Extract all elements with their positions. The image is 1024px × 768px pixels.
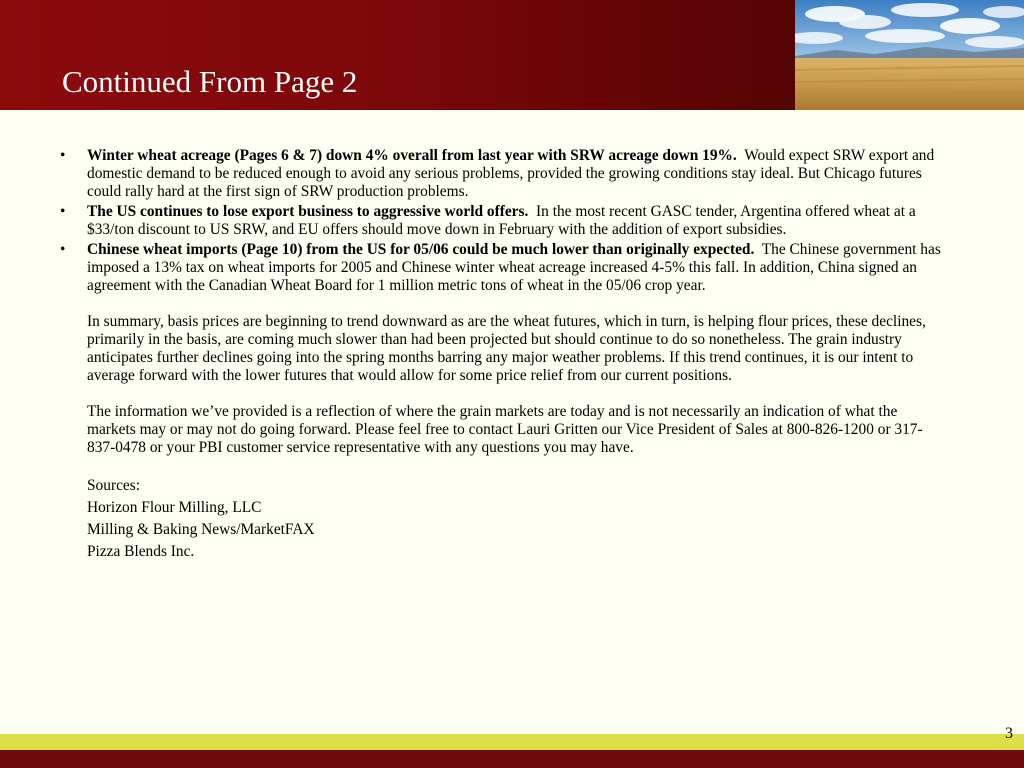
source-item: Horizon Flour Milling, LLC — [87, 499, 262, 516]
bullet-body: The Chinese government has imposed a 13% tax on wheat imports for 2005 and Chinese winter wheat acreage increased 4-5% this fall. In addition, China signed an agreement with the Canadian Wheat Board for 1 million metric tons of wheat in the 05/06 crop year. — [87, 241, 941, 294]
slide-title: Continued From Page 2 — [62, 64, 358, 99]
bullet-icon: • — [60, 147, 66, 164]
bullet-body: In the most recent GASC tender, Argentina offered wheat at a $33/ton discount to US SRW, and EU offers should move down in February with the addition of export subsidies. — [87, 203, 916, 238]
footer-red-band — [0, 750, 1024, 768]
bullet-lead: Winter wheat acreage (Pages 6 & 7) down 4% overall from last year with SRW acreage down 19%. — [87, 147, 737, 164]
header-banner — [0, 0, 1024, 110]
sources-heading: Sources: — [87, 477, 141, 494]
wheat-field-photo — [795, 0, 1024, 110]
source-item: Pizza Blends Inc. — [87, 543, 195, 560]
bullet-lead: Chinese wheat imports (Page 10) from the US for 05/06 could be much lower than originally expected. — [87, 241, 755, 258]
footer-yellow-band — [0, 734, 1024, 750]
summary-paragraph: In summary, basis prices are beginning to trend downward as are the wheat futures, which in turn, is helping flour prices, these declines, primarily in the basis, are coming much slower than had been projected but should continue to do so nonetheless. The grain industry anticipates further declines going into the spring months barring any major weather problems. If this trend continues, it is our intent to average forward with the lower futures that would allow for some price relief from our current positions. — [87, 313, 926, 384]
bullet-body: Would expect SRW export and domestic demand to be reduced enough to avoid any serious problems, provided the growing conditions stay ideal. But Chicago futures could rally hard at the first sign of SRW production problems. — [87, 147, 935, 200]
bullet-lead: The US continues to lose export business to aggressive world offers. — [87, 203, 529, 220]
bullet-item — [56, 147, 946, 201]
slide-body — [56, 147, 946, 563]
sources-block — [56, 475, 946, 563]
bullet-list — [56, 147, 946, 295]
bullet-icon: • — [60, 241, 66, 258]
bullet-item — [56, 203, 946, 239]
bullet-item — [56, 241, 946, 295]
disclaimer-paragraph: The information we’ve provided is a reflection of where the grain markets are today and is not necessarily an indication of what the markets may or may not do going forward. Please feel free to contact Lauri Gritten our Vice President of Sales at 800-826-1200 or 317-837-0478 or your PBI customer service representative with any questions you may have. — [87, 403, 923, 456]
bullet-icon: • — [60, 203, 66, 220]
source-item: Milling & Baking News/MarketFAX — [87, 521, 315, 538]
page-number: 3 — [1005, 725, 1013, 742]
